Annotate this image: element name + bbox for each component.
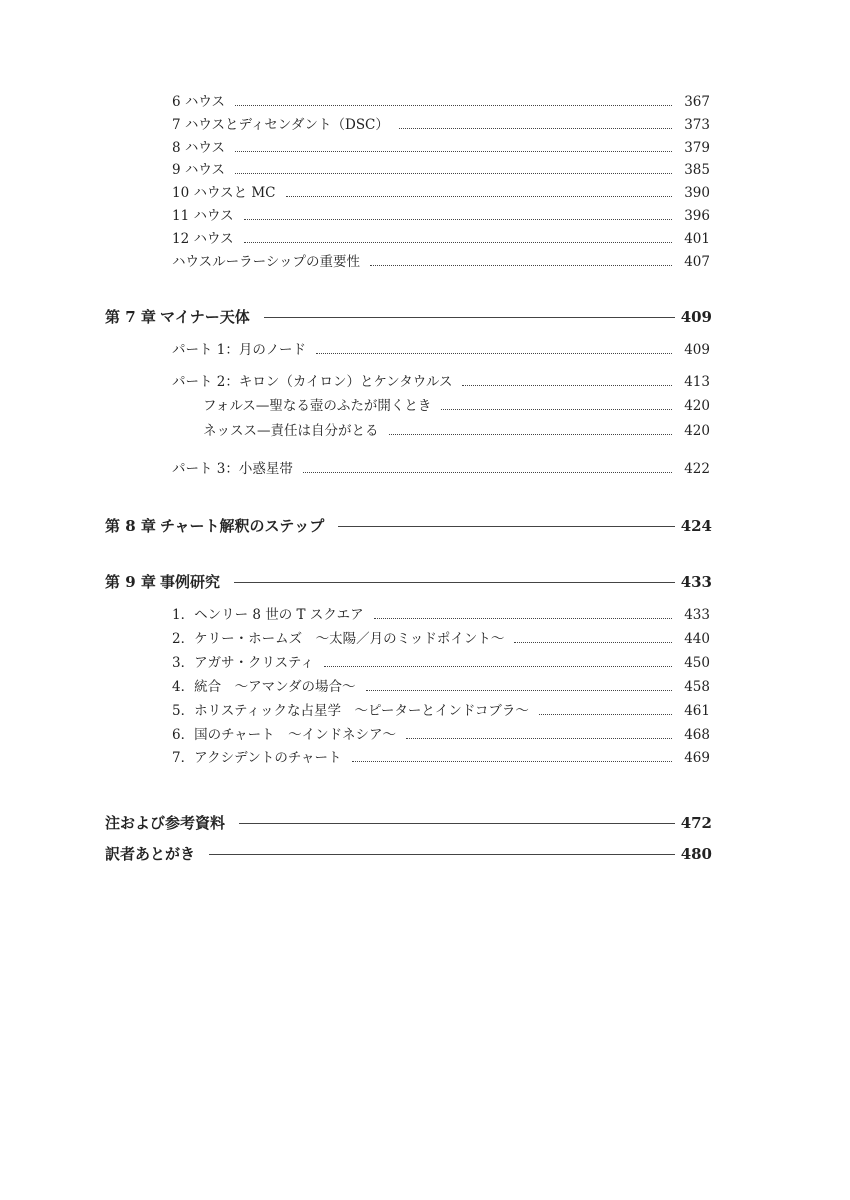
toc-entry-house-9[interactable]	[172, 160, 710, 180]
rule-leader	[264, 317, 675, 318]
dot-leader	[286, 196, 672, 197]
chapter-number: 第 8 章	[105, 517, 156, 535]
toc-entry-label: 7．アクシデントのチャート	[172, 750, 342, 766]
toc-entry-page: 461	[684, 703, 710, 719]
dot-leader	[235, 151, 672, 152]
toc-entry-label: 3．アガサ・クリスティ	[172, 655, 314, 671]
toc-entry-page: 379	[684, 140, 710, 156]
toc-entry-case-5[interactable]	[172, 701, 710, 721]
toc-entry-label: 10 ハウスと MC	[172, 185, 276, 201]
toc-entry-label: 11 ハウス	[172, 208, 234, 224]
dot-leader	[324, 666, 672, 667]
rule-leader	[209, 854, 675, 855]
toc-entry-part-1[interactable]	[172, 340, 710, 360]
toc-entry-house-11[interactable]	[172, 206, 710, 226]
chapter-page: 472	[680, 814, 712, 832]
toc-entry-part-3[interactable]	[172, 459, 710, 479]
chapter-title: チャート解釈のステップ	[160, 517, 325, 535]
toc-entry-label: 6 ハウス	[172, 94, 225, 110]
toc-entry-house-7[interactable]	[172, 115, 710, 135]
toc-entry-case-6[interactable]	[172, 725, 710, 745]
toc-entry-part-2[interactable]	[172, 372, 710, 392]
dot-leader	[389, 434, 673, 435]
toc-entry-page: 413	[684, 374, 710, 390]
chapter-page: 433	[680, 573, 712, 591]
toc-entry-page: 390	[684, 185, 710, 201]
toc-entry-page: 469	[684, 750, 710, 766]
dot-leader	[374, 618, 672, 619]
chapter-title: 注および参考資料	[105, 814, 226, 832]
toc-entry-page: 407	[684, 254, 710, 270]
toc-entry-case-4[interactable]	[172, 677, 710, 697]
dot-leader	[244, 219, 672, 220]
toc-entry-pholus[interactable]	[203, 396, 710, 416]
toc-entry-page: 373	[684, 117, 710, 133]
rule-leader	[239, 823, 675, 824]
dot-leader	[235, 105, 672, 106]
toc-entry-page: 468	[684, 727, 710, 743]
chapter-page: 424	[680, 517, 712, 535]
toc-chapter-8[interactable]	[105, 515, 712, 537]
toc-entry-page: 422	[684, 461, 710, 477]
toc-entry-house-10[interactable]	[172, 183, 710, 203]
toc-entry-label: 6．国のチャート 〜インドネシア〜	[172, 727, 397, 743]
toc-entry-case-7[interactable]	[172, 748, 710, 768]
toc-entry-label: 7 ハウスとディセンダント（DSC）	[172, 117, 389, 133]
toc-entry-label: パート 3：小惑星帯	[172, 461, 293, 477]
rule-leader	[234, 582, 675, 583]
toc-entry-house-6[interactable]	[172, 92, 710, 112]
dot-leader	[441, 409, 672, 410]
dot-leader	[406, 738, 672, 739]
toc-entry-label: パート 1：月のノード	[172, 342, 306, 358]
chapter-title: 訳者あとがき	[105, 845, 196, 863]
toc-entry-label: ネッスス—責任は自分がとる	[203, 423, 379, 439]
toc-entry-page: 420	[684, 423, 710, 439]
toc-translator-afterword[interactable]	[105, 843, 712, 865]
toc-entry-page: 420	[684, 398, 710, 414]
toc-entry-label: 5．ホリスティックな占星学 〜ピーターとインドコブラ〜	[172, 703, 529, 719]
toc-entry-case-3[interactable]	[172, 653, 710, 673]
dot-leader	[514, 642, 672, 643]
toc-entry-house-8[interactable]	[172, 138, 710, 158]
toc-entry-label: 9 ハウス	[172, 162, 225, 178]
dot-leader	[352, 761, 672, 762]
chapter-number: 第 7 章	[105, 308, 156, 326]
toc-chapter-9[interactable]	[105, 571, 712, 593]
toc-entry-label: 2．ケリー・ホームズ 〜太陽／月のミッドポイント〜	[172, 631, 505, 647]
dot-leader	[235, 173, 672, 174]
chapter-page: 480	[680, 845, 712, 863]
chapter-title: 事例研究	[160, 573, 221, 591]
toc-entry-label: 1．ヘンリー 8 世の T スクエア	[172, 607, 364, 623]
toc-entry-page: 433	[684, 607, 710, 623]
toc-entry-case-1[interactable]	[172, 605, 710, 625]
chapter-number: 第 9 章	[105, 573, 156, 591]
toc-entry-label: 12 ハウス	[172, 231, 234, 247]
toc-entry-page: 409	[684, 342, 710, 358]
toc-entry-page: 401	[684, 231, 710, 247]
toc-entry-nessus[interactable]	[203, 421, 710, 441]
toc-entry-house-rulership[interactable]	[172, 252, 710, 272]
toc-entry-label: 4．統合 〜アマンダの場合〜	[172, 679, 356, 695]
toc-chapter-7[interactable]	[105, 306, 712, 328]
toc-entry-house-12[interactable]	[172, 229, 710, 249]
dot-leader	[366, 690, 672, 691]
toc-entry-page: 440	[684, 631, 710, 647]
dot-leader	[370, 265, 672, 266]
chapter-title: マイナー天体	[160, 308, 250, 326]
toc-entry-page: 385	[684, 162, 710, 178]
toc-entry-label: パート 2：キロン（カイロン）とケンタウルス	[172, 374, 453, 390]
dot-leader	[399, 128, 672, 129]
toc-entry-case-2[interactable]	[172, 629, 710, 649]
toc-entry-page: 458	[684, 679, 710, 695]
toc-entry-label: フォルス—聖なる壺のふたが開くとき	[203, 398, 432, 414]
dot-leader	[462, 385, 672, 386]
toc-entry-page: 450	[684, 655, 710, 671]
toc-entry-page: 367	[684, 94, 710, 110]
chapter-page: 409	[680, 308, 712, 326]
dot-leader	[539, 714, 672, 715]
toc-entry-label: ハウスルーラーシップの重要性	[172, 254, 361, 270]
toc-entry-label: 8 ハウス	[172, 140, 225, 156]
dot-leader	[316, 353, 672, 354]
toc-notes-references[interactable]	[105, 812, 712, 834]
rule-leader	[338, 526, 674, 527]
dot-leader	[303, 472, 672, 473]
toc-entry-page: 396	[684, 208, 710, 224]
dot-leader	[244, 242, 672, 243]
